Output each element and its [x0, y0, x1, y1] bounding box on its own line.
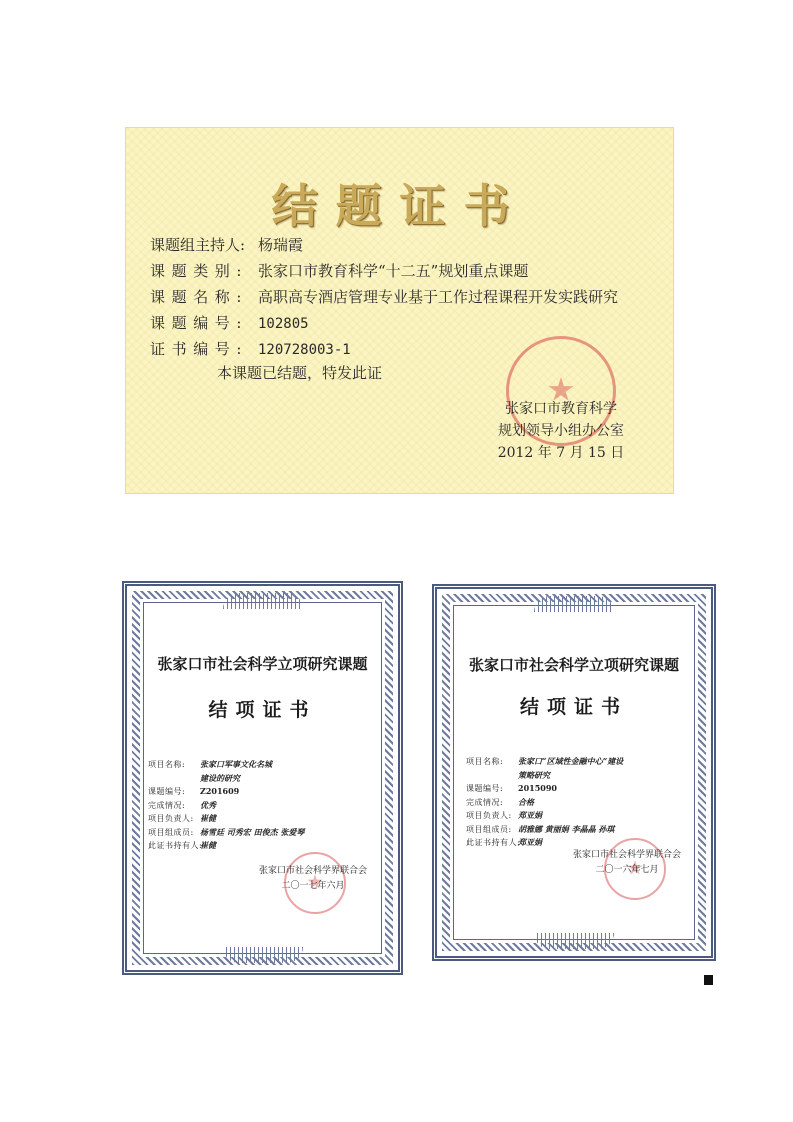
field-value: 崔健 — [200, 840, 216, 850]
field-row — [466, 796, 623, 810]
field-label: 证书编号: — [150, 340, 249, 358]
field-row-continued: 策略研究 — [518, 769, 550, 780]
field-label: 课题编号: — [148, 787, 186, 796]
field-label: 项目组成员: — [148, 827, 194, 837]
issuer-name-line2: 规划领导小组办公室 — [498, 423, 624, 439]
field-value: 张家口军事文化名城 — [200, 759, 272, 769]
field-label: 项目名称: — [148, 760, 186, 769]
field-row — [150, 258, 618, 284]
field-value: 高职高专酒店管理专业基于工作过程课程开发实践研究 — [258, 288, 619, 306]
field-label: 项目名称: — [466, 757, 504, 766]
bottom-ornament — [534, 933, 614, 949]
field-label: 项目负责人: — [466, 811, 512, 820]
certificate-title: 结项证书 — [519, 696, 628, 718]
field-value: 胡雅娜 黄丽娟 李晶晶 孙琪 — [518, 823, 615, 834]
field-label: 项目负责人: — [148, 814, 194, 823]
top-ornament — [534, 596, 614, 612]
field-row — [148, 812, 304, 826]
field-row — [466, 809, 623, 823]
field-row — [466, 782, 623, 796]
field-row-continued: 建设的研究 — [200, 772, 240, 783]
field-value: 合格 — [518, 796, 534, 807]
field-row — [150, 310, 618, 336]
field-value: 张家口市教育科学“十二五”规划重点课题 — [258, 262, 529, 280]
field-value: 杨雪廷 司秀宏 田俊杰 张爱琴 — [200, 826, 305, 837]
field-value: 郑亚娟 — [518, 810, 542, 820]
field-value: 张家口“区域性金融中心”建设 — [518, 756, 624, 766]
issue-date: 二〇一七年六月 — [281, 881, 345, 891]
field-value: 优秀 — [200, 799, 216, 810]
certificate-title: 结项证书 — [208, 699, 317, 721]
field-label: 完成情况: — [148, 800, 186, 810]
field-value: 郑亚娟 — [518, 837, 542, 847]
field-value: 102805 — [258, 316, 309, 332]
field-value: Z201609 — [200, 786, 240, 796]
issuer-block — [238, 864, 388, 894]
completion-certificate-2017 — [118, 577, 407, 979]
scan-marker — [704, 975, 713, 985]
field-row — [150, 284, 618, 310]
issuer-name-line1: 张家口市教育科学 — [505, 401, 617, 417]
top-ornament — [223, 593, 303, 609]
field-value: 杨瑞霞 — [258, 236, 304, 254]
issuer-block — [552, 848, 702, 878]
certificate-fields — [466, 755, 623, 850]
field-row — [148, 839, 304, 853]
issuer-name: 张家口市社会科学界联合会 — [572, 850, 681, 860]
field-row — [466, 823, 623, 837]
issuer-block — [486, 398, 636, 464]
field-label: 此证书持有人: — [466, 838, 521, 847]
certificate-fields — [150, 232, 618, 362]
field-label: 课题编号: — [466, 784, 504, 793]
bottom-ornament — [223, 947, 303, 963]
field-value: 120728003-1 — [258, 342, 351, 358]
field-row — [150, 232, 618, 258]
completion-certificate-2012 — [125, 127, 674, 494]
certificate-heading: 张家口市社会科学立项研究课题 — [157, 655, 368, 673]
closing-statement: 本课题已结题，特发此证 — [217, 364, 383, 382]
certificate-heading: 张家口市社会科学立项研究课题 — [468, 656, 679, 674]
issuer-name: 张家口市社会科学界联合会 — [258, 866, 367, 876]
field-row — [148, 785, 304, 799]
field-label: 项目组成员: — [466, 824, 512, 834]
certificate-title: 结题证书 — [271, 179, 528, 233]
field-value: 崔健 — [200, 813, 216, 823]
field-label: 课题类别: — [150, 262, 249, 280]
field-label: 课题编号: — [150, 314, 249, 332]
field-label: 完成情况: — [466, 797, 504, 807]
certificate-fields — [148, 758, 304, 853]
field-row — [148, 799, 304, 813]
field-value: 2015090 — [518, 783, 557, 793]
field-row — [148, 758, 304, 772]
field-label: 课题名称: — [150, 288, 249, 306]
field-label: 课题组主持人: — [150, 236, 246, 254]
field-row — [148, 826, 304, 840]
issue-date: 2012 年 7 月 15 日 — [497, 445, 625, 461]
field-label: 此证书持有人: — [148, 841, 203, 850]
field-row — [150, 336, 618, 362]
field-row — [466, 755, 623, 769]
issue-date: 二〇一六年七月 — [595, 865, 659, 875]
completion-certificate-2016 — [428, 580, 720, 965]
